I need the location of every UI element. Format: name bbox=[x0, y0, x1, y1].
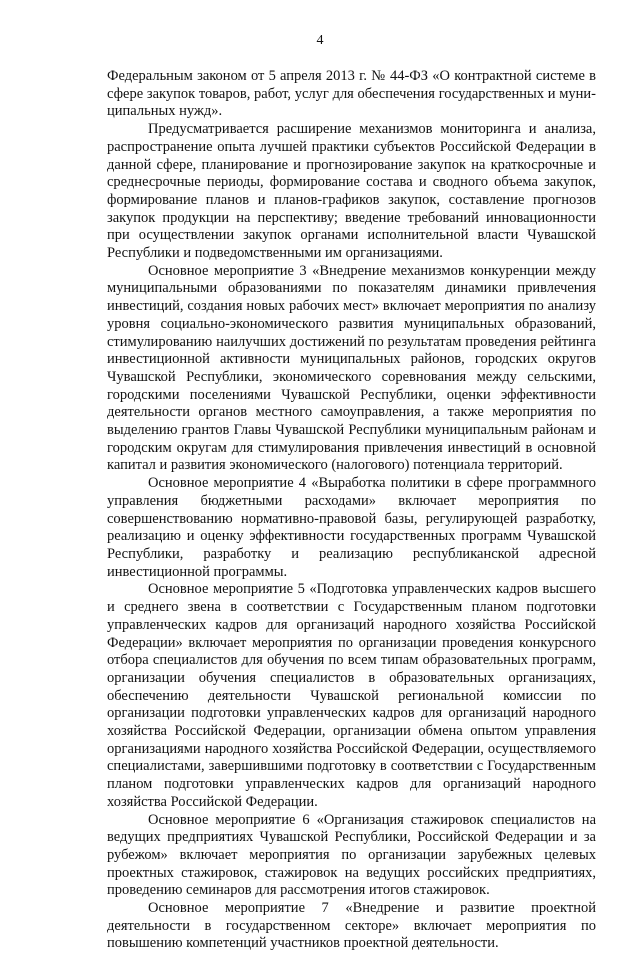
paragraph-main-measure-3: Основное мероприятие 3 «Внедрение механизмов конкуренции между муниципальными образованиями по показателям динамики привлечения инвестиций, создания новых рабочих мест» включает мероприятия по анализу уровня социально-экономического развития муниципальных образований, стимулированию наилучших достижений по результатам проведения рейтинга инвестиционной активности муниципальных районов, городских округов Чувашской Республики, экономического соревнования между сельскими, городскими поселениями Чувашской Республики, оценки эффективности деятельности органов местного самоуправления, а также мероприятия по выделению грантов Главы Чувашской Республики муниципальным районам и городским округам для стимулирования привлечения инвестиций в основной капитал и развития экономического (налогового) потенциала территорий. bbox=[107, 262, 596, 474]
paragraph-main-measure-6: Основное мероприятие 6 «Организация стажировок специалистов на ведущих предприятиях Чувашской Республики, Российской Федерации и за рубежом» включает мероприятия по организации зарубежных целевых проектных стажировок, стажировок на ведущих российских предприятиях, проведению семинаров для рассмотрения итогов стажировок. bbox=[107, 811, 596, 899]
paragraph-main-measure-4: Основное мероприятие 4 «Выработка политики в сфере программного управления бюджетными расходами» включает мероприятия по совершенствованию нормативно-правовой базы, регулирующей разработку, реализацию и оценку эффективности государственных программ Чувашской Республики, разработку и реализацию республиканской адресной инвестиционной программы. bbox=[107, 475, 596, 580]
paragraph-main-measure-5: Основное мероприятие 5 «Подготовка управленческих кадров высшего и среднего звена в соответствии с Государственным планом подготовки управленческих кадров для организаций народного хозяйства Российской Федерации» включает мероприятия по организации проведения конкурсного отбора специалистов для обучения по всем типам образовательных программ, организации обучения специалистов в образовательных организациях, обеспечению деятельности Чувашской региональной комиссии по организации подготовки управленческих кадров для организаций народного хозяйства Российской Федерации, организации обмена опытом управления организациями народного хозяйства Российской Федерации, осуществляемого специалистами, завершившими подготовку в соответствии с Государственным планом подготовки управленческих кадров для организаций народного хозяйства Российской Федерации. bbox=[107, 581, 596, 810]
document-body bbox=[107, 68, 596, 953]
page-number: 4 bbox=[316, 33, 324, 48]
paragraph-monitoring-mechanisms: Предусматривается расширение механизмов мониторинга и анализа, распространение опыта лучшей практики субъектов Российской Федерации в данной сфере, планирование и прогнозирование закупок на краткосрочные и среднесрочные периоды, формирование состава и сводного объема закупок, формирование планов и планов-графиков закупок, составление прогнозов закупок продукции на перспективу; введение требований инновационности при осуществлении закупок органами исполнительной власти Чувашской Республики и подведомственными им организациями. bbox=[107, 121, 596, 262]
paragraph-main-measure-7: Основное мероприятие 7 «Внедрение и развитие проектной деятельности в государственном секторе» включает мероприятия по повышению компетенций участников проектной деятельности. bbox=[107, 900, 596, 952]
paragraph-law-reference: Федеральным законом от 5 апреля 2013 г. № 44-ФЗ «О контрактной системе в сфере закупок товаров, работ, услуг для обеспечения государственных и муниципальных нужд». bbox=[107, 68, 596, 120]
